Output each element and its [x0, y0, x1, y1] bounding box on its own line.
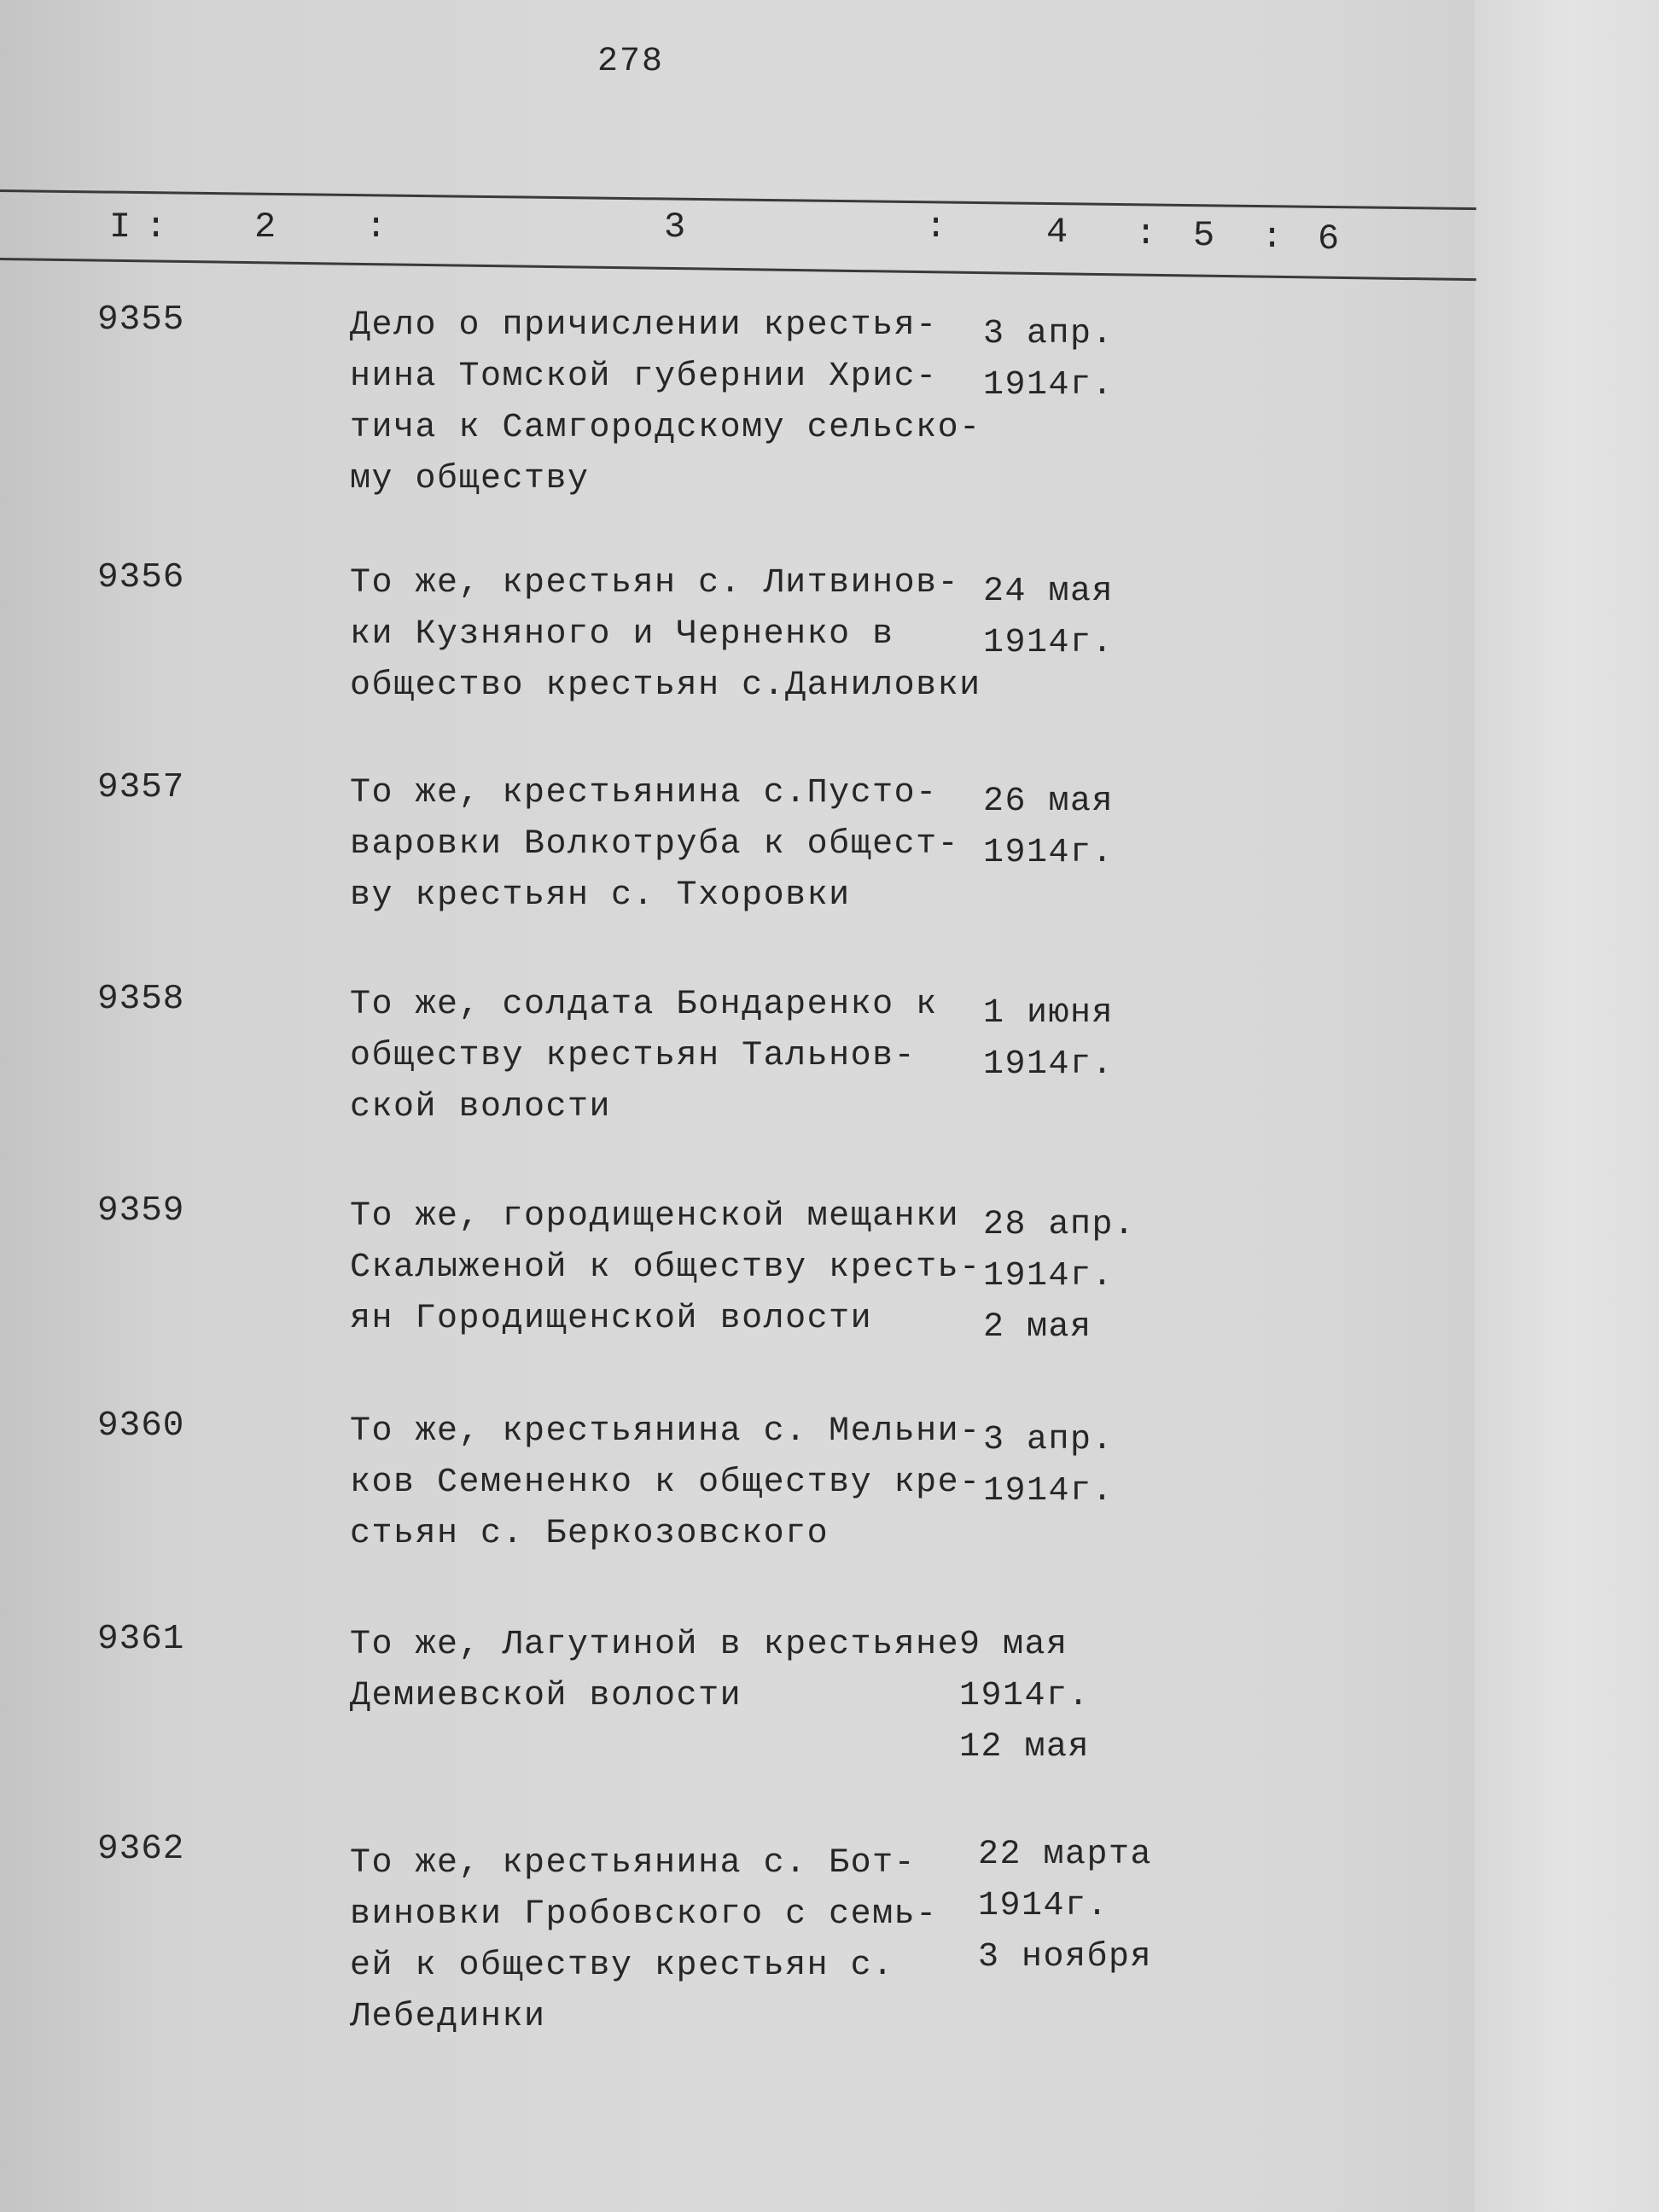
description-line: То же, городищенской мещанки	[350, 1197, 960, 1236]
entry-number: 9360	[97, 1406, 185, 1446]
description-line: ву крестьян с. Тхоровки	[350, 876, 851, 915]
entry-number: 9356	[97, 558, 185, 597]
description-line: То же, крестьянина с. Мельни-	[350, 1412, 981, 1451]
date-line: 1914г.	[983, 1045, 1115, 1084]
description-line: То же, Лагутиной в крестьяне	[350, 1626, 960, 1664]
date-line: 24 мая	[983, 573, 1115, 611]
entry-dates	[978, 1830, 1200, 1983]
description-line: варовки Волкотруба к общест-	[350, 825, 960, 864]
date-line: 3 ноября	[978, 1938, 1153, 1976]
entry-number: 9362	[97, 1830, 185, 1869]
header-bottom-rule	[0, 258, 1476, 281]
column-header-1: I	[109, 207, 131, 247]
description-line: ян Городищенской волости	[350, 1300, 873, 1338]
column-separator: :	[145, 207, 167, 247]
column-separator: :	[925, 207, 947, 247]
entry-dates	[983, 309, 1205, 411]
entry-number: 9357	[97, 768, 185, 807]
date-line: 1914г.	[983, 1472, 1115, 1511]
column-header-3: 3	[664, 207, 686, 247]
entry-dates	[983, 988, 1205, 1091]
entry-description	[350, 1620, 1007, 1722]
description-line: То же, крестьян с. Литвинов-	[350, 564, 960, 602]
page-number: 278	[597, 43, 665, 81]
entry-description	[350, 980, 1007, 1133]
date-line: 3 апр.	[983, 1421, 1115, 1459]
entry-dates	[983, 777, 1205, 879]
date-line: 1914г.	[983, 1257, 1115, 1295]
entry-number: 9361	[97, 1620, 185, 1659]
column-separator: :	[1135, 213, 1157, 254]
date-line: 2 мая	[983, 1308, 1092, 1347]
date-line: 22 марта	[978, 1836, 1153, 1874]
date-line: 1914г.	[983, 624, 1115, 662]
description-line: ей к обществу крестьян с.	[350, 1947, 894, 1985]
entry-number: 9359	[97, 1191, 185, 1231]
description-line: тича к Самгородскому сельско-	[350, 409, 981, 447]
date-line: 3 апр.	[983, 315, 1115, 353]
description-line: Скалыженой к обществу кресть-	[350, 1249, 981, 1287]
description-line: общество крестьян с.Даниловки	[350, 667, 981, 705]
entry-dates	[983, 1415, 1205, 1517]
header-top-rule	[0, 189, 1476, 210]
column-header-4: 4	[1046, 212, 1068, 253]
date-line: 1914г.	[983, 366, 1115, 405]
column-separator: :	[365, 207, 387, 247]
date-line: 1 июня	[983, 994, 1115, 1033]
entry-description	[350, 1191, 1007, 1345]
entry-description	[350, 558, 1007, 712]
entry-description	[350, 300, 1007, 505]
entry-description	[350, 1838, 1007, 2043]
date-line: 28 апр.	[983, 1206, 1136, 1244]
entry-dates	[959, 1620, 1181, 1773]
description-line: виновки Гробовского с семь-	[350, 1895, 938, 1934]
page-edge	[1475, 0, 1659, 2212]
column-header-5: 5	[1193, 215, 1215, 256]
entry-description	[350, 1406, 1007, 1560]
description-line: Демиевской волости	[350, 1677, 742, 1715]
description-line: ки Кузняного и Черненко в	[350, 615, 894, 654]
date-line: 9 мая	[959, 1626, 1068, 1664]
description-line: нина Томской губернии Хрис-	[350, 358, 938, 396]
description-line: Лебединки	[350, 1998, 546, 2036]
date-line: 1914г.	[983, 834, 1115, 872]
date-line: 1914г.	[959, 1677, 1091, 1715]
entry-number: 9355	[97, 300, 185, 340]
description-line: ков Семененко к обществу кре-	[350, 1464, 981, 1502]
description-line: То же, крестьянина с.Пусто-	[350, 774, 938, 812]
date-line: 26 мая	[983, 783, 1115, 821]
entry-number: 9358	[97, 980, 185, 1019]
description-line: ской волости	[350, 1088, 612, 1126]
entry-dates	[983, 1200, 1205, 1353]
column-header-6: 6	[1318, 218, 1340, 259]
date-line: 1914г.	[978, 1887, 1109, 1925]
description-line: Дело о причислении крестья-	[350, 306, 938, 345]
date-line: 12 мая	[959, 1728, 1091, 1767]
description-line: стьян с. Беркозовского	[350, 1515, 830, 1553]
column-separator: :	[1261, 217, 1284, 258]
description-line: То же, солдата Бондаренко к	[350, 986, 938, 1024]
description-line: То же, крестьянина с. Бот-	[350, 1844, 917, 1883]
description-line: му обществу	[350, 460, 590, 498]
description-line: обществу крестьян Тальнов-	[350, 1037, 917, 1075]
column-header-2: 2	[254, 207, 276, 247]
entry-description	[350, 768, 1007, 922]
entry-dates	[983, 567, 1205, 669]
